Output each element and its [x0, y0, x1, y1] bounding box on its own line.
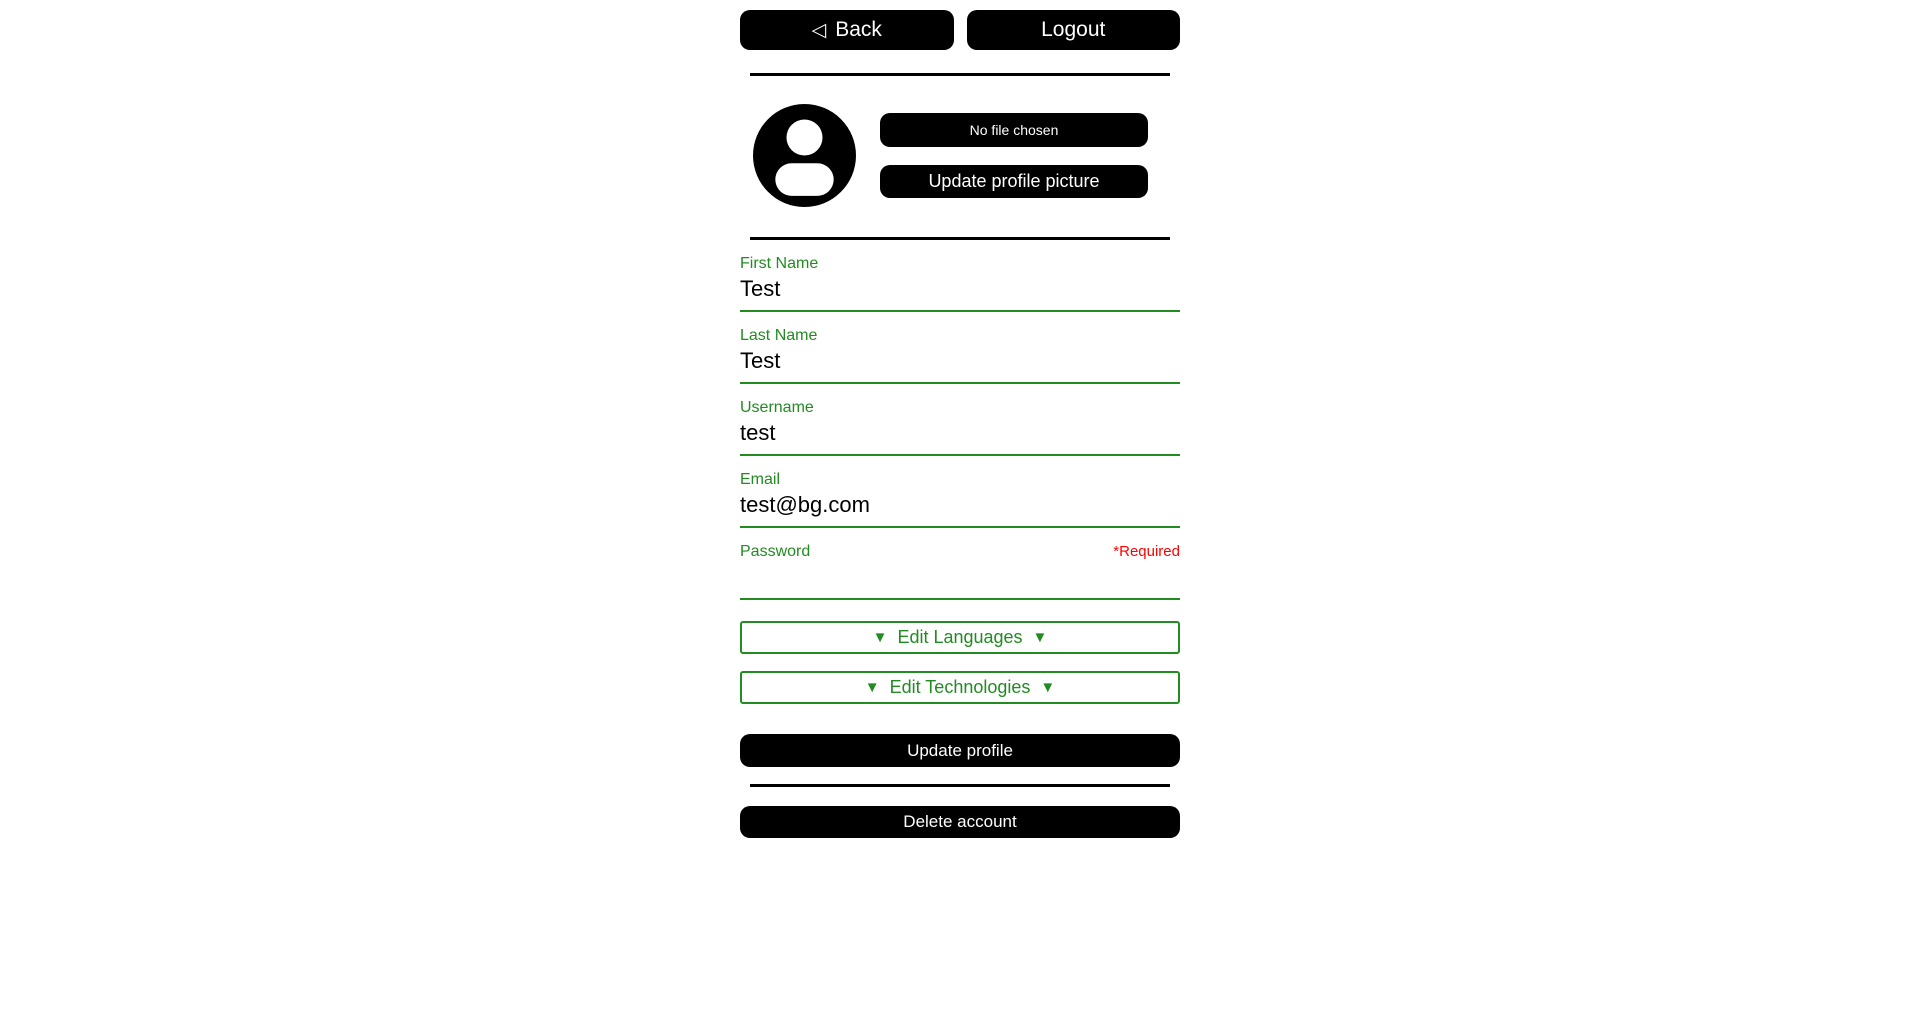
password-label: Password: [740, 543, 811, 560]
back-button[interactable]: [740, 10, 954, 50]
file-input-label: No file chosen: [969, 122, 1059, 138]
first-name-input[interactable]: [740, 273, 1180, 312]
back-button-label: Back: [835, 18, 882, 41]
update-profile-label: Update profile: [907, 740, 1013, 760]
edit-technologies-label: Edit Technologies: [889, 677, 1031, 697]
update-profile-button[interactable]: [740, 734, 1180, 767]
last-name-input[interactable]: [740, 345, 1180, 384]
divider-avatar-form: [750, 237, 1170, 240]
password-label-row: [740, 543, 1180, 561]
profile-page: [740, 0, 1180, 838]
first-name-label: First Name: [740, 255, 819, 272]
password-field: [740, 543, 1180, 600]
username-label: Username: [740, 399, 814, 416]
logout-button-label: Logout: [1041, 18, 1106, 41]
edit-languages-button[interactable]: [740, 621, 1180, 654]
logout-button[interactable]: [967, 10, 1181, 50]
update-profile-picture-label: Update profile picture: [928, 171, 1100, 191]
password-input[interactable]: [740, 561, 1180, 600]
email-label: Email: [740, 471, 781, 488]
first-name-field: [740, 255, 1180, 312]
profile-picture-buttons: [880, 113, 1148, 198]
edit-languages-label: Edit Languages: [897, 627, 1023, 647]
file-input-button[interactable]: [880, 113, 1148, 147]
email-field: [740, 471, 1180, 528]
username-input[interactable]: [740, 417, 1180, 456]
delete-account-label: Delete account: [903, 812, 1017, 831]
divider-top: [750, 73, 1170, 76]
update-profile-picture-button[interactable]: [880, 165, 1148, 198]
chevron-down-icon: ▼: [864, 679, 880, 696]
back-arrow-icon: ◁: [811, 19, 827, 41]
divider-danger: [750, 784, 1170, 787]
edit-technologies-button[interactable]: [740, 671, 1180, 704]
chevron-down-icon: ▼: [1032, 629, 1048, 646]
last-name-label: Last Name: [740, 327, 818, 344]
chevron-down-icon: ▼: [1040, 679, 1056, 696]
profile-picture-section: [740, 104, 1180, 207]
delete-account-button[interactable]: [740, 806, 1180, 838]
avatar-icon: [753, 104, 856, 207]
username-field: [740, 399, 1180, 456]
chevron-down-icon: ▼: [872, 629, 888, 646]
last-name-field: [740, 327, 1180, 384]
email-input[interactable]: [740, 489, 1180, 528]
topbar: [740, 10, 1180, 50]
password-required-note: *Required: [1113, 543, 1180, 560]
